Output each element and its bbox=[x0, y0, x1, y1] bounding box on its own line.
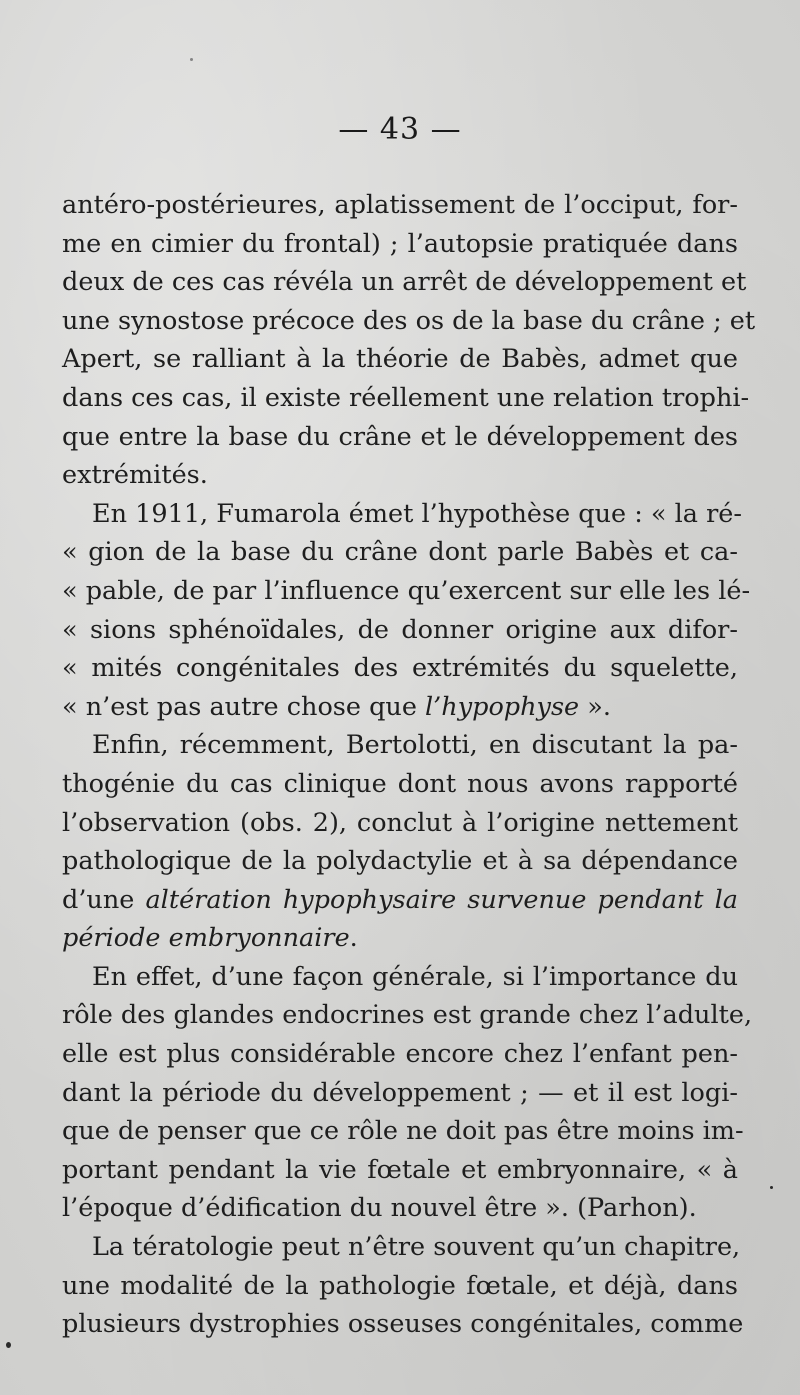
page-number: — 43 — bbox=[338, 112, 462, 147]
text-line: dant la période du développement ; — et il est logi- bbox=[62, 1077, 738, 1108]
text-line: dans ces cas, il existe réellement une relation trophi- bbox=[62, 382, 750, 413]
quote-line: « pable, de par l’influence qu’exercent sur elle les lé- bbox=[62, 575, 751, 606]
paper-speck bbox=[770, 1186, 773, 1189]
text-line: une synostose précoce des os de la base du crâne ; et bbox=[62, 305, 756, 336]
text-line: l’observation (obs. 2), conclut à l’origine nettement bbox=[62, 807, 738, 838]
text-line: En 1911, Fumarola émet l’hypothèse que : « la ré- bbox=[92, 498, 742, 529]
text-line: que entre la base du crâne et le développement des bbox=[62, 421, 738, 452]
quote-line: « mités congénitales des extrémités du squelette, bbox=[62, 653, 738, 684]
italic-phrase: période embryonnaire bbox=[62, 923, 350, 954]
text-line: pathologique de la polydactylie et à sa dépendance bbox=[62, 846, 738, 877]
text-line: l’époque d’édification du nouvel être ». (Parhon). bbox=[62, 1193, 697, 1224]
quote-line: « gion de la base du crâne dont parle Babès et ca- bbox=[62, 537, 738, 568]
quote-line: « n’est pas autre chose que l’hypophyse ». bbox=[62, 691, 611, 722]
text-line: rôle des glandes endocrines est grande chez l’adulte, bbox=[62, 1000, 753, 1031]
italic-phrase: altération hypophysaire survenue pendant la bbox=[145, 884, 738, 915]
text-line: extrémités. bbox=[62, 460, 208, 491]
text-line: une modalité de la pathologie fœtale, et déjà, dans bbox=[62, 1270, 738, 1301]
text-line: En effet, d’une façon générale, si l’importance du bbox=[92, 961, 738, 992]
paper-speck bbox=[6, 1342, 11, 1348]
text-line: période embryonnaire. bbox=[62, 923, 358, 954]
text-line: d’une altération hypophysaire survenue pendant la bbox=[62, 884, 738, 915]
italic-term: l’hypophyse bbox=[425, 691, 580, 722]
text-line: Enfin, récemment, Bertolotti, en discutant la pa- bbox=[92, 730, 738, 761]
text-line: me en cimier du frontal) ; l’autopsie pratiquée dans bbox=[62, 228, 738, 259]
text-line: portant pendant la vie fœtale et embryonnaire, « à bbox=[62, 1154, 738, 1185]
text-line: deux de ces cas révéla un arrêt de développement et bbox=[62, 267, 747, 298]
quote-line: « sions sphénoïdales, de donner origine aux difor- bbox=[62, 614, 738, 645]
text-line: La tératologie peut n’être souvent qu’un chapitre, bbox=[92, 1232, 741, 1263]
text-line: thogénie du cas clinique dont nous avons rapporté bbox=[62, 768, 738, 799]
text-line: Apert, se ralliant à la théorie de Babès, admet que bbox=[62, 344, 738, 375]
text-line: plusieurs dystrophies osseuses congénitales, comme bbox=[62, 1309, 744, 1340]
text-line: antéro-postérieures, aplatissement de l’occiput, for- bbox=[62, 190, 738, 220]
paper-speck bbox=[190, 58, 193, 61]
text-line: que de penser que ce rôle ne doit pas être moins im- bbox=[62, 1116, 744, 1147]
body-text bbox=[62, 186, 756, 1344]
text-line: elle est plus considérable encore chez l’enfant pen- bbox=[62, 1039, 738, 1070]
